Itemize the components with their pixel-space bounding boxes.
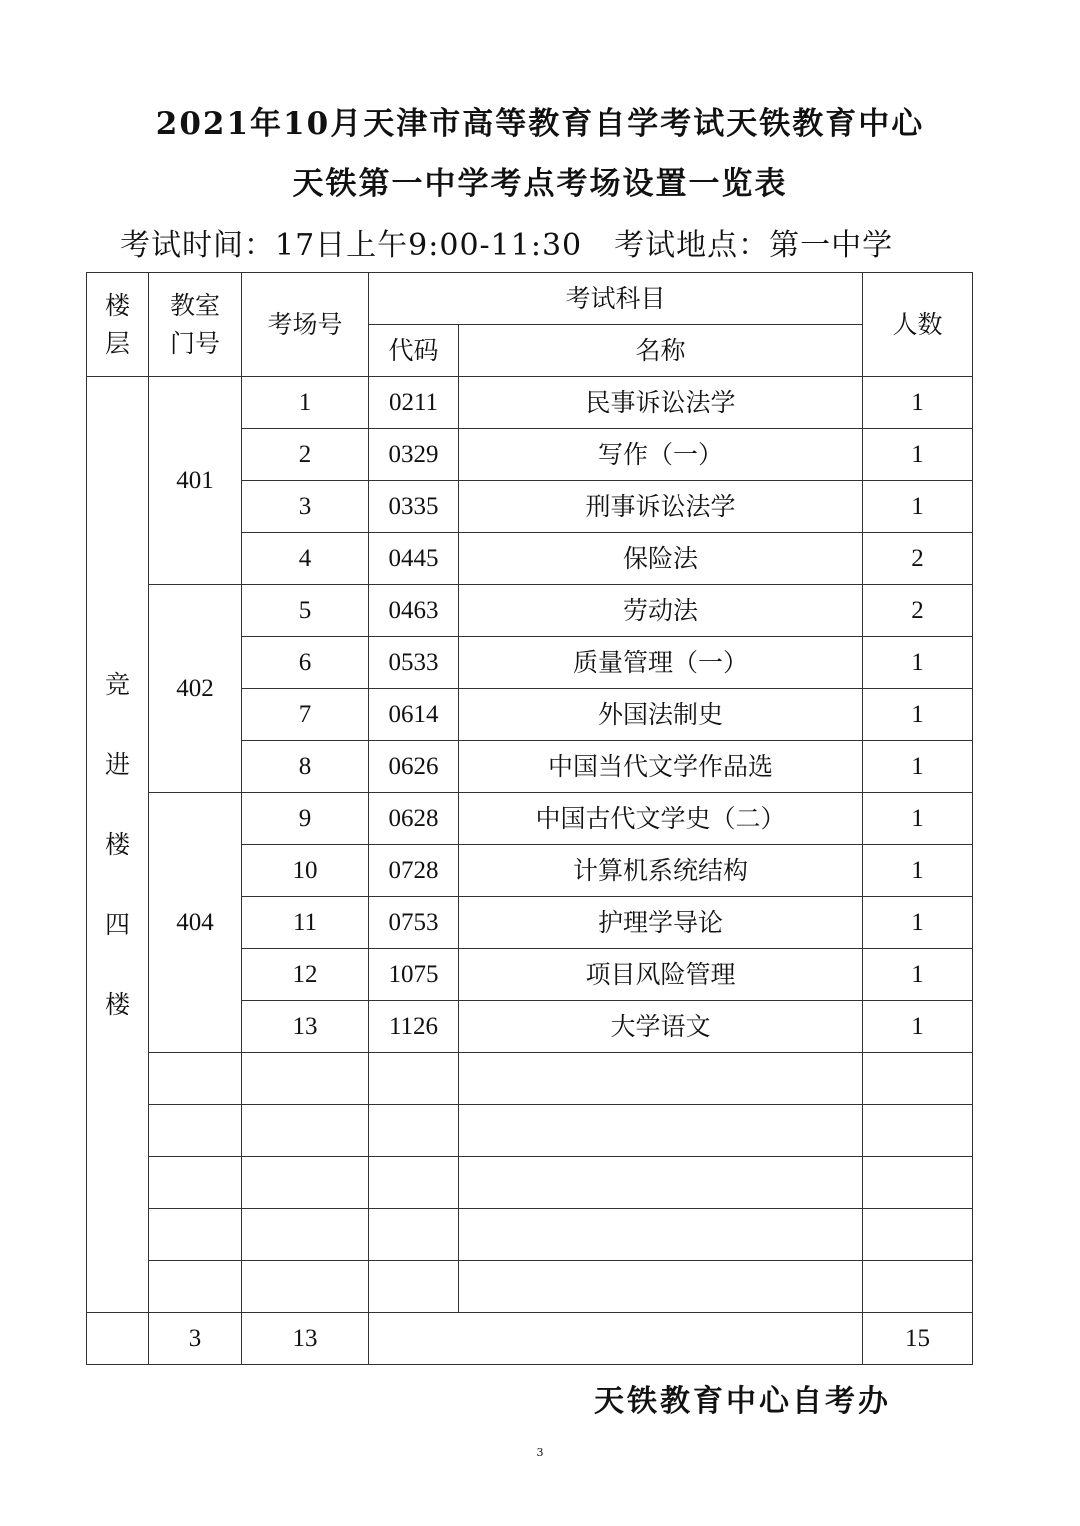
- empty-cell: [149, 1157, 242, 1209]
- subject-code-cell: 0335: [369, 481, 459, 533]
- exam-room-cell: 1: [242, 377, 369, 429]
- document-title-line2: 天铁第一中学考点考场设置一览表: [292, 166, 788, 202]
- subject-name-cell: 中国当代文学作品选: [459, 741, 863, 793]
- empty-cell: [149, 1053, 242, 1105]
- count-cell: 1: [863, 481, 973, 533]
- exam-room-cell: 12: [242, 949, 369, 1001]
- table-row: [87, 793, 973, 845]
- table-row: [87, 377, 973, 429]
- count-cell: 2: [863, 585, 973, 637]
- count-cell: 1: [863, 637, 973, 689]
- count-cell: 1: [863, 793, 973, 845]
- building-char: 进: [104, 749, 130, 779]
- count-cell: 1: [863, 845, 973, 897]
- subject-code-cell: 0614: [369, 689, 459, 741]
- total-classrooms-cell: 3: [149, 1313, 242, 1365]
- empty-row: [87, 1053, 973, 1105]
- exam-room-cell: 8: [242, 741, 369, 793]
- subject-name-cell: 外国法制史: [459, 689, 863, 741]
- subject-name-cell: 保险法: [459, 533, 863, 585]
- count-cell: 2: [863, 533, 973, 585]
- empty-cell: [369, 1053, 459, 1105]
- document-title-line1: 2021年10月天津市高等教育自学考试天铁教育中心: [155, 106, 925, 142]
- classroom-cell: 402: [149, 585, 242, 793]
- subject-name-cell: 大学语文: [459, 1001, 863, 1053]
- count-cell: 1: [863, 377, 973, 429]
- subject-code-cell: 0463: [369, 585, 459, 637]
- subject-name-cell: 护理学导论: [459, 897, 863, 949]
- exam-room-cell: 4: [242, 533, 369, 585]
- subject-group-header: 考试科目: [369, 273, 863, 325]
- empty-cell: [459, 1105, 863, 1157]
- empty-cell: [863, 1209, 973, 1261]
- count-cell: 1: [863, 429, 973, 481]
- subject-name-cell: 中国古代文学史（二）: [459, 793, 863, 845]
- header-row-1: [87, 273, 973, 325]
- subject-code-cell: 0329: [369, 429, 459, 481]
- totals-blank-cell: [369, 1313, 863, 1365]
- exam-room-cell: 9: [242, 793, 369, 845]
- subject-name-cell: 民事诉讼法学: [459, 377, 863, 429]
- totals-row: [87, 1313, 973, 1365]
- empty-cell: [242, 1157, 369, 1209]
- empty-row: [87, 1157, 973, 1209]
- total-count-cell: 15: [863, 1313, 973, 1365]
- empty-cell: [863, 1157, 973, 1209]
- count-cell: 1: [863, 741, 973, 793]
- empty-cell: [149, 1105, 242, 1157]
- classroom-cell: 404: [149, 793, 242, 1053]
- exam-location: 考试地点：第一中学: [614, 228, 894, 263]
- subject-name-cell: 项目风险管理: [459, 949, 863, 1001]
- subject-code-cell: 0626: [369, 741, 459, 793]
- page-number: 3: [536, 1446, 544, 1459]
- name-header: 名称: [459, 325, 863, 377]
- empty-cell: [149, 1261, 242, 1313]
- empty-cell: [369, 1157, 459, 1209]
- subject-name-cell: 刑事诉讼法学: [459, 481, 863, 533]
- count-cell: 1: [863, 949, 973, 1001]
- subject-name-cell: 质量管理（一）: [459, 637, 863, 689]
- exam-room-header: 考场号: [242, 273, 369, 377]
- subject-name-cell: 计算机系统结构: [459, 845, 863, 897]
- code-header: 代码: [369, 325, 459, 377]
- empty-cell: [369, 1261, 459, 1313]
- exam-room-cell: 10: [242, 845, 369, 897]
- exam-room-cell: 7: [242, 689, 369, 741]
- building-char: 楼: [104, 989, 130, 1019]
- empty-cell: [459, 1209, 863, 1261]
- subject-code-cell: 0728: [369, 845, 459, 897]
- subject-code-cell: 1075: [369, 949, 459, 1001]
- count-header: 人数: [863, 273, 973, 377]
- empty-row: [87, 1261, 973, 1313]
- empty-cell: [459, 1157, 863, 1209]
- empty-cell: [242, 1209, 369, 1261]
- exam-info-line: [120, 220, 893, 264]
- building-char: 竞: [104, 669, 130, 699]
- subject-name-cell: 劳动法: [459, 585, 863, 637]
- empty-cell: [863, 1261, 973, 1313]
- empty-cell: [242, 1261, 369, 1313]
- exam-room-cell: 13: [242, 1001, 369, 1053]
- empty-cell: [863, 1105, 973, 1157]
- subject-code-cell: 0628: [369, 793, 459, 845]
- exam-room-cell: 11: [242, 897, 369, 949]
- exam-room-cell: 2: [242, 429, 369, 481]
- exam-room-cell: 5: [242, 585, 369, 637]
- subject-name-cell: 写作（一）: [459, 429, 863, 481]
- empty-cell: [242, 1053, 369, 1105]
- table-row: [87, 585, 973, 637]
- exam-time: 考试时间：17日上午9:00-11:30: [120, 228, 583, 263]
- subject-code-cell: 0211: [369, 377, 459, 429]
- classroom-cell: 401: [149, 377, 242, 585]
- exam-room-table: [86, 272, 973, 1365]
- classroom-header: 教室 门号: [149, 273, 242, 377]
- building-char: 楼: [104, 829, 130, 859]
- subject-code-cell: 0753: [369, 897, 459, 949]
- exam-room-cell: 6: [242, 637, 369, 689]
- subject-code-cell: 1126: [369, 1001, 459, 1053]
- total-rooms-cell: 13: [242, 1313, 369, 1365]
- count-cell: 1: [863, 897, 973, 949]
- empty-cell: [242, 1105, 369, 1157]
- empty-cell: [369, 1105, 459, 1157]
- empty-cell: [459, 1053, 863, 1105]
- floor-header: 楼 层: [87, 273, 149, 377]
- empty-cell: [863, 1053, 973, 1105]
- empty-cell: [149, 1209, 242, 1261]
- footer-signature: 天铁教育中心自考办: [594, 1384, 891, 1419]
- exam-room-cell: 3: [242, 481, 369, 533]
- empty-row: [87, 1105, 973, 1157]
- building-floor-cell: [87, 377, 149, 1313]
- count-cell: 1: [863, 1001, 973, 1053]
- empty-cell: [369, 1209, 459, 1261]
- count-cell: 1: [863, 689, 973, 741]
- subject-code-cell: 0445: [369, 533, 459, 585]
- totals-blank-cell: [87, 1313, 149, 1365]
- empty-row: [87, 1209, 973, 1261]
- subject-code-cell: 0533: [369, 637, 459, 689]
- building-char: 四: [104, 909, 130, 939]
- empty-cell: [459, 1261, 863, 1313]
